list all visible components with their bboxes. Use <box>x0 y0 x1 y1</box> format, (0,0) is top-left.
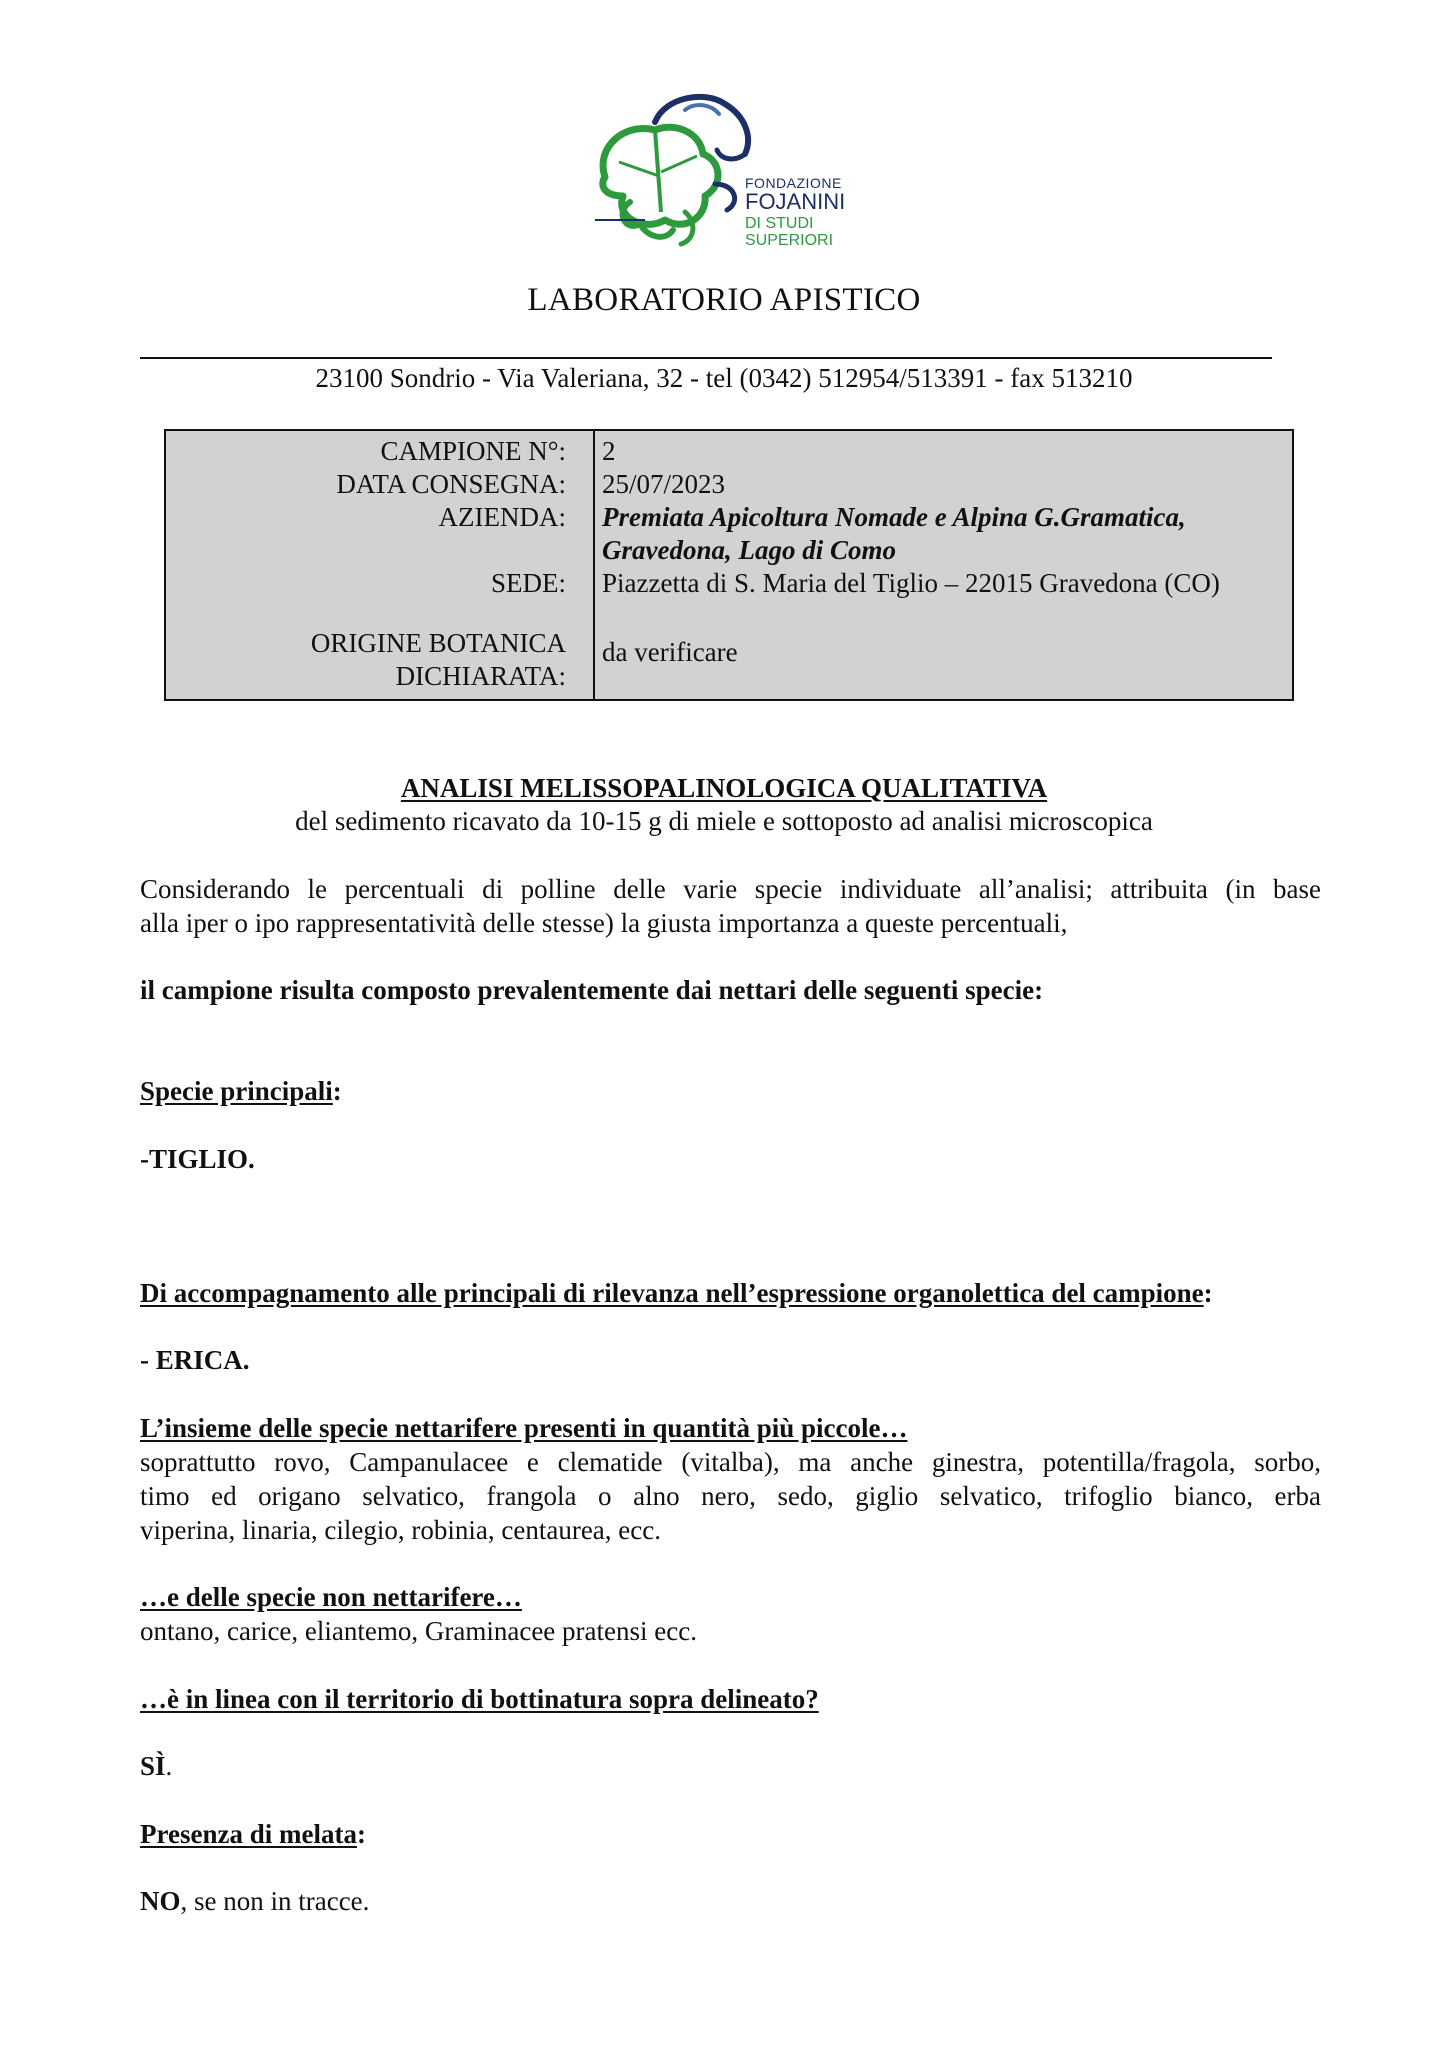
principal-species-heading <box>140 1074 1321 1108</box>
fondazione-fojanini-logo <box>585 92 870 257</box>
logo-line-4: SUPERIORI <box>745 232 834 249</box>
honeydew-heading-colon: : <box>356 1819 366 1849</box>
accompanying-species-heading <box>140 1276 1321 1310</box>
intro-line-1: Considerando le percentuali di polline delle varie specie individuate all’analisi; attribuita (in base <box>140 874 1321 904</box>
header-rule <box>140 357 1272 359</box>
vine-leaf-logo-icon <box>585 92 765 257</box>
campione-value: 2 <box>602 436 616 466</box>
territory-answer <box>140 1749 1321 1783</box>
honeydew-heading-text: Presenza di melata <box>140 1819 357 1849</box>
data-consegna-label: DATA CONSEGNA: <box>336 469 566 499</box>
minor-species-line-3: viperina, linaria, cilegio, robinia, centaurea, ecc. <box>140 1515 661 1545</box>
lab-title: LABORATORIO APISTICO <box>527 282 921 318</box>
origine-label-line1: ORIGINE BOTANICA <box>310 628 566 658</box>
sample-info-box <box>164 429 1294 701</box>
territory-answer-bold: SÌ <box>140 1751 166 1781</box>
campione-label: CAMPIONE N°: <box>380 436 566 466</box>
logo-line-1: FONDAZIONE <box>745 175 842 191</box>
honeydew-answer-bold: NO <box>140 1886 181 1916</box>
origine-value: da verificare <box>602 637 738 667</box>
accompanying-species-item: - ERICA. <box>140 1345 250 1375</box>
non-nectar-list: ontano, carice, eliantemo, Graminacee pratensi ecc. <box>140 1616 697 1646</box>
logo-line-2: FOJANINI <box>745 189 846 214</box>
territory-answer-rest: . <box>165 1751 173 1781</box>
minor-species-line-2: timo ed origano selvatico, frangola o alno nero, sedo, giglio selvatico, trifoglio bianco, erba <box>140 1481 1321 1511</box>
box-divider <box>593 431 595 699</box>
principal-species-item: -TIGLIO. <box>140 1144 255 1174</box>
analysis-subtitle: del sedimento ricavato da 10-15 g di miele e sottoposto ad analisi microscopica <box>295 806 1153 836</box>
logo-wordmark <box>745 176 885 249</box>
honeydew-answer <box>140 1884 1321 1918</box>
azienda-label: AZIENDA: <box>438 502 566 532</box>
intro-line-2: alla iper o ipo rappresentatività delle stesse) la giusta importanza a queste percentuali, <box>140 908 1068 938</box>
accompanying-heading-colon: : <box>1203 1278 1213 1308</box>
composition-statement: il campione risulta composto prevalentemente dai nettari delle seguenti specie: <box>140 975 1044 1005</box>
sede-label: SEDE: <box>490 568 566 598</box>
minor-species-line-1: soprattutto rovo, Campanulacee e clematide (vitalba), ma anche ginestra, potentilla/fragola, sorbo, <box>140 1447 1321 1477</box>
azienda-value-line1: Premiata Apicoltura Nomade e Alpina G.Gramatica, <box>602 502 1186 532</box>
analysis-title: ANALISI MELISSOPALINOLOGICA QUALITATIVA <box>400 773 1048 803</box>
principal-heading-colon: : <box>332 1076 342 1106</box>
honeydew-answer-rest: , se non in tracce. <box>180 1886 370 1916</box>
honeydew-heading <box>140 1817 1321 1851</box>
origine-label-line2: DICHIARATA: <box>395 661 566 691</box>
accompanying-heading-text: Di accompagnamento alle principali di rilevanza nell’espressione organolettica del campione <box>140 1278 1204 1308</box>
logo-line-3: DI STUDI <box>745 215 814 232</box>
non-nectar-heading: …e delle specie non nettarifere… <box>140 1582 522 1612</box>
data-consegna-value: 25/07/2023 <box>602 469 726 499</box>
principal-heading-text: Specie principali <box>140 1076 333 1106</box>
minor-species-heading: L’insieme delle specie nettarifere presenti in quantità più piccole… <box>140 1413 908 1443</box>
lab-address: 23100 Sondrio - Via Valeriana, 32 - tel (0342) 512954/513391 - fax 513210 <box>315 363 1133 393</box>
sede-value: Piazzetta di S. Maria del Tiglio – 22015 Gravedona (CO) <box>602 568 1220 598</box>
territory-question: …è in linea con il territorio di bottinatura sopra delineato? <box>140 1684 819 1714</box>
azienda-value-line2: Gravedona, Lago di Como <box>602 535 896 565</box>
